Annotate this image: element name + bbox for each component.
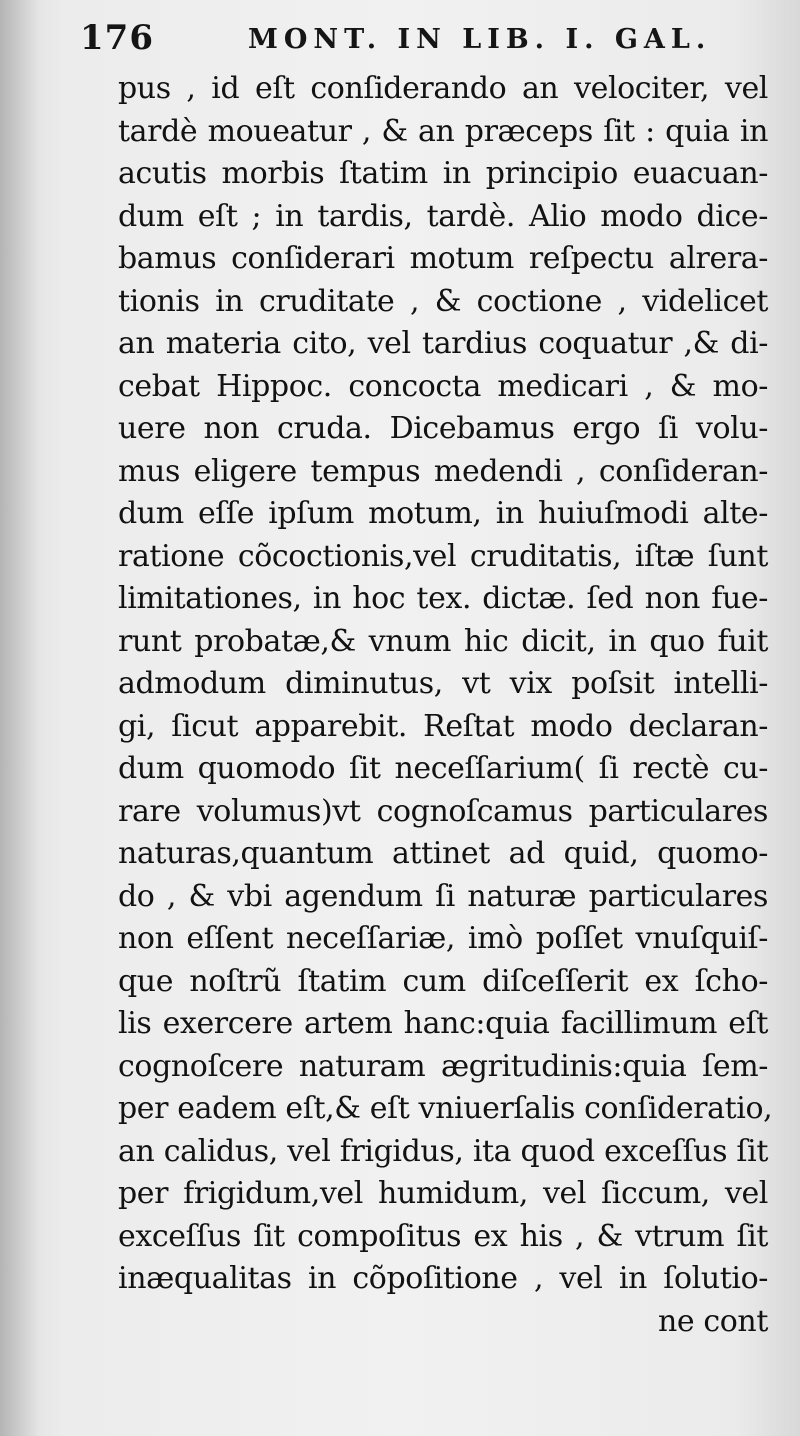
text-line: tardè moueatur , & an præceps ſit : quia in (118, 113, 768, 149)
text-line: uere non cruda. Dicebamus ergo ſi volu- (118, 411, 768, 446)
text-line: per frigidum,vel humidum, vel ſiccum, vel (118, 1176, 768, 1211)
text-line: exceſſus ſit compoſitus ex his , & vtrum ſit (118, 1218, 768, 1254)
text-line: limitationes, in hoc tex. dictæ. ſed non fue- (118, 581, 768, 616)
text-line: dum quomodo ſit neceſſarium( ſi rectè cu- (118, 751, 768, 786)
text-line: lis exercere artem hanc:quia facillimum eſt (118, 1006, 768, 1041)
text-line: que noſtrũ ſtatim cum diſceſſerit ex ſcho- (118, 963, 768, 999)
text-line: gi, ſicut apparebit. Reſtat modo declaran- (118, 708, 768, 744)
text-line: tionis in cruditate , & coctione , videlicet (118, 283, 768, 319)
text-line: dum eſt ; in tardis, tardè. Alio modo dice- (118, 198, 768, 234)
text-line: bamus conſiderari motum reſpectu alrera- (118, 241, 768, 276)
text-line: do , & vbi agendum ſi naturæ particulares (118, 878, 768, 914)
text-line: inæqualitas in cõpoſitione , vel in ſolutio- (118, 1261, 768, 1296)
text-line: acutis morbis ſtatim in principio euacuan- (118, 156, 768, 191)
text-line: mus eligere tempus medendi , conſideran- (118, 453, 768, 489)
text-line: an calidus, vel frigidus, ita quod exceſſus ſit (118, 1133, 768, 1169)
running-title: MONT. IN LIB. I. GAL. (248, 24, 712, 55)
page-number: 176 (80, 18, 154, 58)
body-text (118, 68, 773, 1343)
running-head (80, 18, 780, 68)
text-line: cebat Hippoc. concocta medicari , & mo- (118, 368, 768, 404)
text-line: rare volumus)vt cognoſcamus particulares (118, 793, 768, 829)
catchword-line: ne cont (657, 1303, 768, 1339)
gutter-shadow (0, 0, 40, 1436)
text-line: admodum diminutus, vt vix poſsit intelli- (118, 666, 768, 701)
text-line: runt probatæ,& vnum hic dicit, in quo fuit (118, 623, 768, 659)
text-line: naturas,quantum attinet ad quid, quomo- (118, 836, 768, 871)
text-line: per eadem eſt,& eſt vniuerſalis conſideratio, (118, 1091, 773, 1126)
text-line: an materia cito, vel tardius coquatur ,& di- (118, 326, 768, 361)
text-line: cognoſcere naturam ægritudinis:quia ſem- (118, 1048, 768, 1084)
text-line: pus , id eſt conſiderando an velociter, vel (118, 71, 768, 106)
text-line: dum eſſe ipſum motum, in huiuſmodi alte- (118, 496, 768, 531)
text-line: non eſſent neceſſariæ, imò poſſet vnuſquiſ- (118, 921, 768, 956)
text-line: ratione cõcoctionis,vel cruditatis, iſtæ ſunt (118, 538, 768, 574)
